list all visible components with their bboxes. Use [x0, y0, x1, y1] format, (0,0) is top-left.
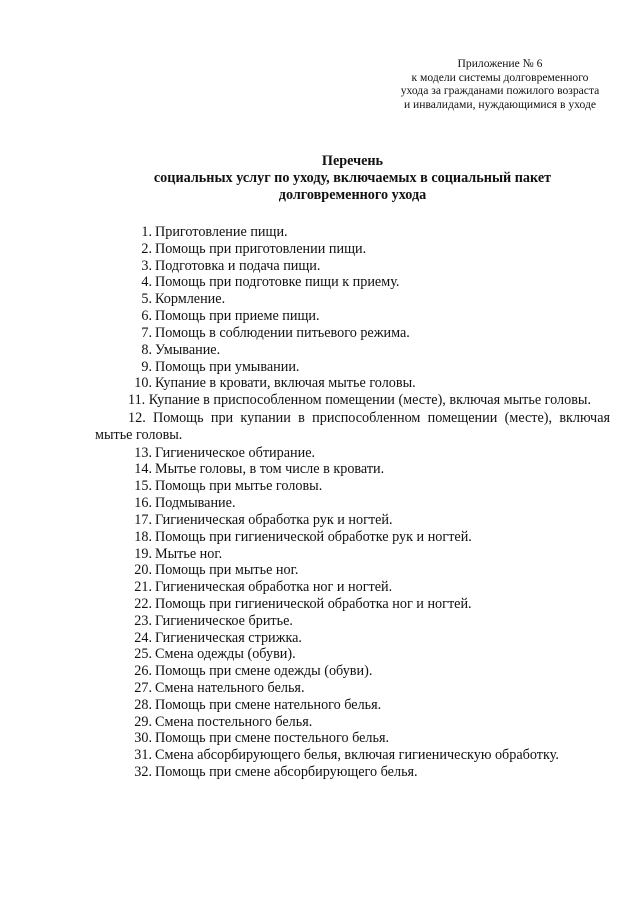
- item-number: 28.: [134, 696, 152, 713]
- item-text: Помощь при умывании.: [155, 358, 300, 375]
- document-title: [95, 153, 610, 204]
- item-number: 4.: [141, 274, 152, 291]
- title-line-1: Перечень: [321, 153, 384, 169]
- list-item: [95, 258, 610, 275]
- item-text: Мытье ног.: [155, 545, 223, 562]
- appendix-line-4: и инвалидами, нуждающимися в уходе: [403, 97, 597, 111]
- list-item: [95, 308, 610, 325]
- item-number: 23.: [134, 612, 152, 629]
- item-number: 27.: [134, 680, 152, 696]
- item-text: Гигиеническое бритье.: [155, 612, 293, 629]
- list-item: [95, 274, 610, 291]
- item-number: 1.: [141, 224, 152, 240]
- list-item: [95, 613, 610, 630]
- item-number: 32.: [134, 764, 152, 781]
- list-item: [95, 630, 610, 647]
- item-text: Купание в приспособленном помещении (месте), включая мытье головы.: [148, 392, 591, 409]
- list-item: [95, 579, 610, 596]
- item-text: Гигиеническая обработка рук и ногтей.: [155, 511, 393, 528]
- item-text: Кормление.: [155, 291, 226, 308]
- appendix-header: [380, 57, 620, 111]
- item-number: 22.: [134, 595, 152, 612]
- list-item: [95, 478, 610, 495]
- item-number: 29.: [134, 713, 152, 730]
- item-number: 31.: [134, 747, 152, 764]
- item-text: Подготовка и подача пищи.: [155, 257, 321, 274]
- item-number: 21.: [134, 579, 152, 596]
- item-number: 15.: [134, 478, 152, 495]
- list-item: [95, 546, 610, 563]
- list-item: [95, 646, 610, 663]
- item-text: Приготовление пищи.: [155, 224, 288, 240]
- list-item: [95, 697, 610, 714]
- item-number: 19.: [134, 545, 152, 562]
- item-text: Купание в кровати, включая мытье головы.: [155, 375, 416, 392]
- list-item: [95, 342, 610, 359]
- item-number: 16.: [134, 495, 152, 512]
- title-line-2: социальных услуг по уходу, включаемых в социальный пакет: [153, 170, 552, 186]
- appendix-line-2: к модели системы долговременного: [411, 70, 589, 84]
- item-number: 25.: [134, 646, 152, 663]
- item-text: Помощь при мытье головы.: [155, 478, 323, 495]
- item-text: Помощь при гигиенической обработка ног и ногтей.: [155, 595, 472, 612]
- item-number: 7.: [141, 324, 152, 341]
- item-number: 26.: [134, 663, 152, 680]
- appendix-line-1: Приложение № 6: [457, 57, 543, 70]
- item-number: 2.: [141, 240, 152, 257]
- item-number: 18.: [134, 528, 152, 545]
- appendix-line-3: ухода за гражданами пожилого возраста: [400, 84, 600, 98]
- item-text: Помощь при смене абсорбирующего белья.: [155, 764, 418, 781]
- item-number: 8.: [141, 341, 152, 358]
- item-text: Гигиеническая обработка ног и ногтей.: [155, 579, 393, 596]
- list-item: [95, 562, 610, 579]
- item-number: 12.: [128, 409, 146, 426]
- item-text: Помощь при смене нательного белья.: [155, 696, 382, 713]
- list-item: [95, 291, 610, 308]
- item-number: 6.: [141, 308, 152, 325]
- item-text: Помощь при гигиенической обработке рук и ногтей.: [155, 528, 472, 545]
- item-number: 14.: [134, 461, 152, 478]
- item-text: Гигиеническая стрижка.: [155, 629, 302, 646]
- item-text: Помощь при приеме пищи.: [155, 308, 320, 325]
- item-text: Гигиеническое обтирание.: [155, 444, 316, 461]
- item-number: 3.: [141, 257, 152, 274]
- list-item: [95, 375, 610, 392]
- list-item: [95, 680, 610, 697]
- item-text: Помощь при приготовлении пищи.: [155, 240, 367, 257]
- item-text: Помощь при смене одежды (обуви).: [155, 663, 373, 680]
- item-text: Умывание.: [155, 341, 221, 358]
- item-text: Помощь при мытье ног.: [155, 562, 299, 579]
- list-item: [95, 224, 610, 241]
- item-number: 10.: [134, 375, 152, 392]
- item-number: 9.: [141, 358, 152, 375]
- item-text: Помощь при смене постельного белья.: [155, 730, 390, 747]
- item-number: 13.: [134, 444, 152, 461]
- list-item: [95, 663, 610, 680]
- list-item: [95, 764, 610, 781]
- item-text: Мытье головы, в том числе в кровати.: [155, 461, 385, 478]
- item-number: 30.: [134, 730, 152, 747]
- item-number: 11.: [128, 392, 146, 409]
- list-item: [95, 410, 610, 445]
- list-item: [95, 392, 610, 410]
- item-text: Смена одежды (обуви).: [155, 646, 296, 663]
- item-number: 20.: [134, 562, 152, 579]
- list-item: [95, 241, 610, 258]
- list-item: [95, 445, 610, 462]
- list-item: [95, 495, 610, 512]
- list-item: [95, 359, 610, 376]
- item-text: Помощь при купании в приспособленном помещении (месте), включая мытье головы.: [95, 409, 611, 444]
- item-text: Помощь при подготовке пищи к приему.: [155, 274, 400, 291]
- item-number: 24.: [134, 629, 152, 646]
- list-item: [95, 529, 610, 546]
- item-number: 5.: [141, 291, 152, 308]
- list-item: [95, 512, 610, 529]
- item-text: Подмывание.: [155, 495, 236, 512]
- list-item: [95, 730, 610, 747]
- list-item: [95, 461, 610, 478]
- item-text: Смена нательного белья.: [155, 680, 305, 696]
- item-text: Смена постельного белья.: [155, 713, 313, 730]
- item-text: Помощь в соблюдении питьевого режима.: [155, 324, 410, 341]
- title-line-3: долговременного ухода: [278, 187, 427, 203]
- item-number: 17.: [134, 511, 152, 528]
- list-item: [95, 325, 610, 342]
- services-list: [95, 224, 610, 781]
- list-item: [95, 714, 610, 731]
- list-item: [95, 747, 610, 764]
- list-item: [95, 596, 610, 613]
- item-text: Смена абсорбирующего белья, включая гигиеническую обработку.: [155, 747, 559, 764]
